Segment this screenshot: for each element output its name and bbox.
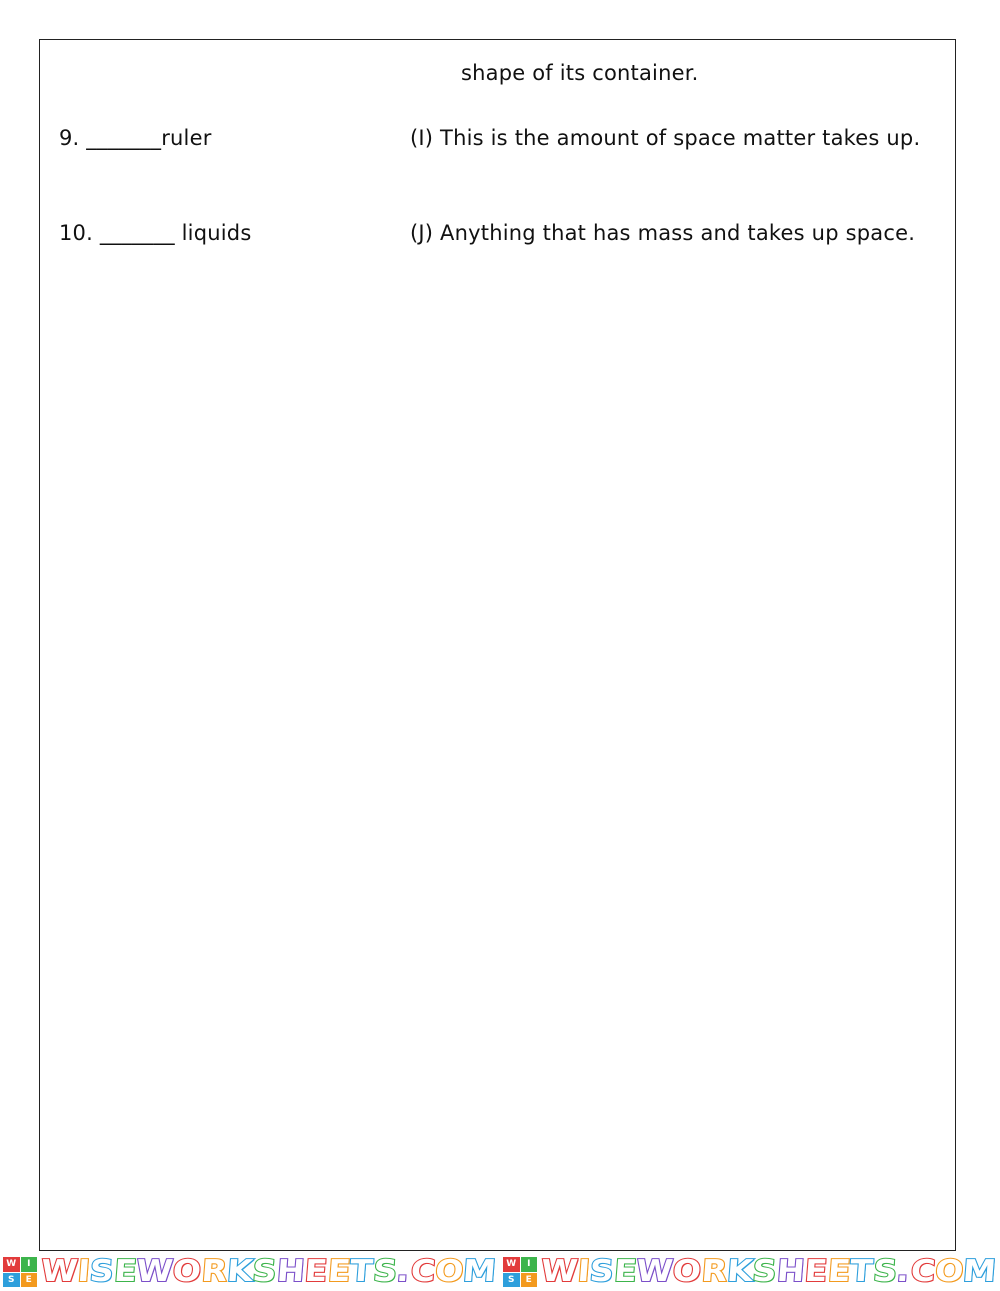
brand-letter: E	[803, 1254, 829, 1289]
brand-letter: I	[76, 1254, 92, 1289]
brand-letter: E	[612, 1254, 639, 1289]
brand-letter: T	[348, 1254, 375, 1289]
brand-letter: W	[539, 1254, 580, 1289]
brand-letter: S	[88, 1254, 116, 1289]
brand-letter: S	[251, 1254, 279, 1289]
brand-logo	[503, 1254, 998, 1289]
brand-letter: M	[461, 1254, 498, 1289]
brand-letter: .	[395, 1254, 411, 1289]
brand-letter: C	[908, 1254, 937, 1289]
badge-letter: W	[503, 1257, 520, 1272]
badge-letter: S	[503, 1273, 520, 1288]
badge-letter: E	[21, 1273, 38, 1288]
brand-wordmark	[539, 1254, 998, 1289]
brand-letter: H	[275, 1254, 306, 1289]
brand-logo	[3, 1254, 498, 1289]
badge-letter: W	[3, 1257, 20, 1272]
brand-letter: H	[775, 1254, 806, 1289]
carryover-text: shape of its container.	[461, 61, 699, 85]
badge-letter: E	[521, 1273, 538, 1288]
brand-letter: S	[751, 1254, 779, 1289]
brand-letter: S	[588, 1254, 616, 1289]
brand-letter: W	[635, 1254, 675, 1289]
brand-letter: S	[871, 1254, 898, 1289]
brand-letter: E	[303, 1254, 329, 1289]
brand-letter: O	[171, 1254, 203, 1289]
badge-letter: I	[521, 1257, 538, 1272]
item-9-term: 9. _______ruler	[59, 126, 212, 150]
brand-letter: T	[848, 1254, 875, 1289]
brand-badge-icon	[3, 1257, 37, 1287]
brand-letter: S	[371, 1254, 398, 1289]
brand-letter: O	[933, 1254, 965, 1289]
brand-letter: E	[325, 1254, 352, 1289]
brand-letter: K	[225, 1254, 255, 1289]
brand-letter: W	[135, 1254, 175, 1289]
brand-letter: O	[433, 1254, 465, 1289]
brand-badge-icon	[503, 1257, 537, 1287]
brand-letter: E	[112, 1254, 139, 1289]
brand-letter: K	[725, 1254, 755, 1289]
footer-watermark	[0, 1253, 1000, 1291]
brand-wordmark	[39, 1254, 498, 1289]
brand-letter: M	[961, 1254, 998, 1289]
brand-letter: I	[576, 1254, 592, 1289]
definition-j: (J) Anything that has mass and takes up space.	[410, 221, 916, 245]
item-10-term: 10. _______ liquids	[59, 221, 252, 245]
brand-letter: R	[700, 1254, 729, 1289]
brand-letter: E	[825, 1254, 852, 1289]
definition-i: (I) This is the amount of space matter takes up.	[410, 126, 921, 150]
brand-letter: R	[200, 1254, 229, 1289]
brand-letter: .	[895, 1254, 911, 1289]
brand-letter: W	[39, 1254, 80, 1289]
brand-letter: C	[408, 1254, 437, 1289]
brand-letter: O	[671, 1254, 703, 1289]
badge-letter: I	[21, 1257, 38, 1272]
badge-letter: S	[3, 1273, 20, 1288]
